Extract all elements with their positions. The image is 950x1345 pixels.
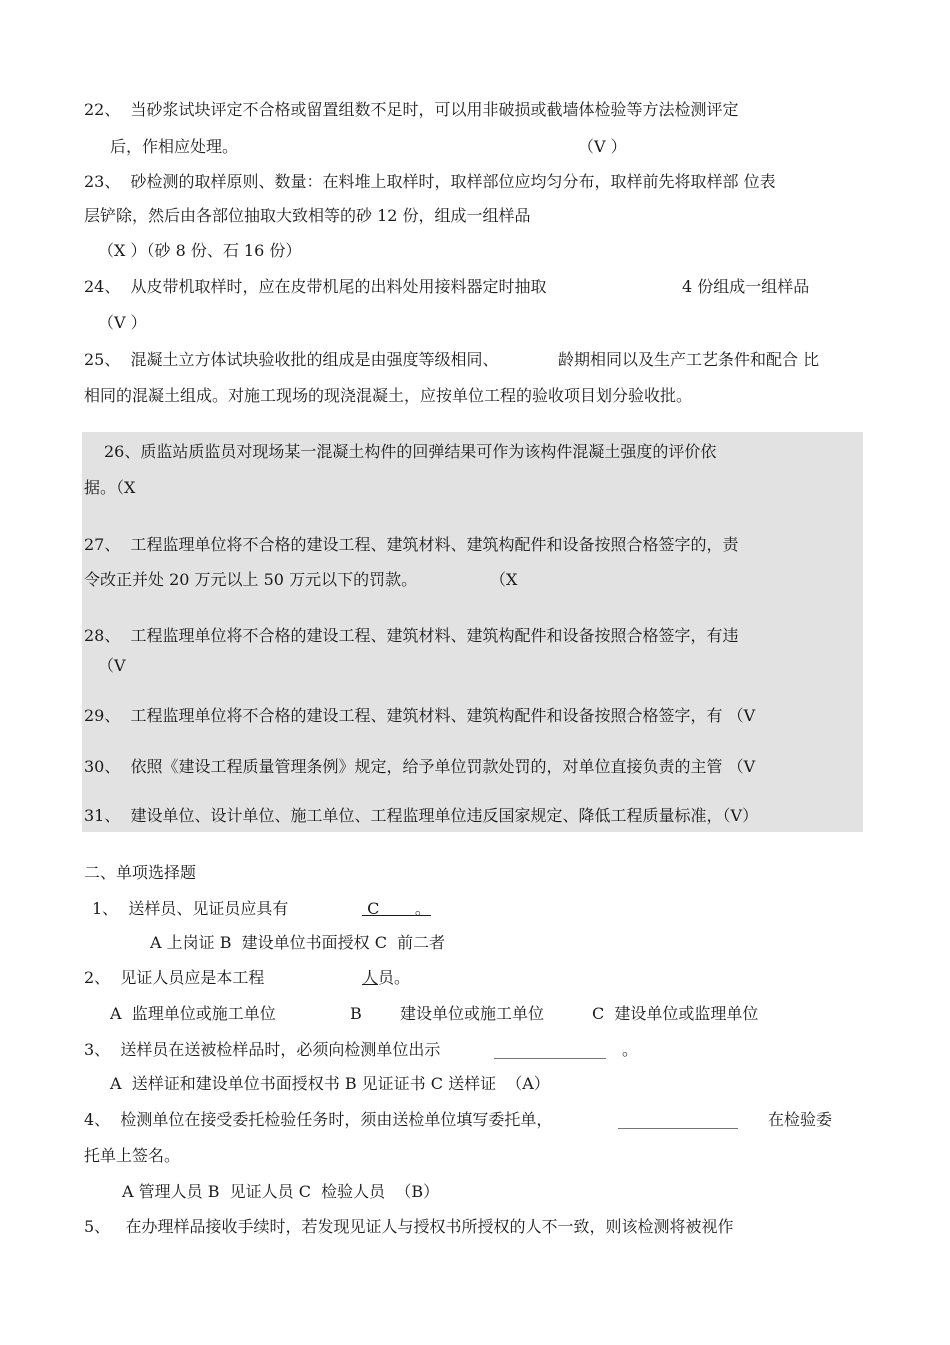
q23-line-2: 层铲除，然后由各部位抽取大致相等的砂 12 份，组成一组样品	[84, 206, 531, 225]
q4-options: A 管理人员 B 见证人员 C 检验人员 （B）	[122, 1182, 440, 1201]
q2-option-b-text: 建设单位或施工单位	[400, 1004, 545, 1023]
q28-line-1: 28、 工程监理单位将不合格的建设工程、建筑材料、建筑构配件和设备按照合格签字，有违	[84, 626, 739, 645]
q3-blank: ______________	[494, 1040, 606, 1059]
q27-line-1: 27、 工程监理单位将不合格的建设工程、建筑材料、建筑构配件和设备按照合格签字的，责	[84, 535, 739, 554]
q25-line-2: 相同的混凝土组成。对施工现场的现浇混凝土，应按单位工程的验收项目划分验收批。	[84, 386, 693, 405]
q28-answer: （V	[98, 656, 126, 675]
q2-tail: 员。	[378, 968, 411, 987]
q3-options: A 送样证和建设单位书面授权书 B 见证证书 C 送样证 （A）	[110, 1074, 550, 1093]
q27-line-2: 令改正并处 20 万元以上 50 万元以下的罚款。	[84, 570, 418, 589]
q31-line: 31、 建设单位、设计单位、施工单位、工程监理单位违反国家规定、降低工程质量标准，（V）	[84, 806, 759, 825]
q3-stem: 3、 送样员在送被检样品时，必须向检测单位出示	[84, 1040, 441, 1059]
q4-line-2: 托单上签名。	[84, 1146, 181, 1165]
q4-stem: 4、 检测单位在接受委托检验任务时，须由送检单位填写委托单，	[84, 1110, 553, 1129]
q26-line-2: 据。（X	[84, 478, 136, 497]
q22-line-1: 22、 当砂浆试块评定不合格或留置组数不足时，可以用非破损或截墙体检验等方法检测评定	[84, 100, 739, 119]
q23-line-3: （X ）（砂 8 份、石 16 份）	[98, 241, 302, 260]
q27-answer: （X	[490, 570, 518, 589]
q2-option-b: B	[350, 1004, 362, 1023]
q2-option-c: C 建设单位或监理单位	[592, 1004, 759, 1023]
q25-line-1b: 龄期相同以及生产工艺条件和配合 比	[558, 350, 820, 369]
q24-answer: （V ）	[98, 313, 147, 332]
q26-line-1: 26、质监站质监员对现场某一混凝土构件的回弹结果可作为该构件混凝土强度的评价依	[104, 442, 717, 461]
q4-tail: 在检验委	[768, 1110, 833, 1129]
q2-answer-blank: 人	[362, 968, 379, 987]
q2-option-a: A 监理单位或施工单位	[110, 1004, 276, 1023]
q29-line: 29、 工程监理单位将不合格的建设工程、建筑材料、建筑构配件和设备按照合格签字，有 （V	[84, 706, 756, 725]
q5-stem: 5、 在办理样品接收手续时，若发现见证人与授权书所授权的人不一致，则该检测将被视作	[84, 1217, 734, 1236]
q1-stem: 1、 送样员、见证员应具有	[92, 899, 289, 918]
q24-line-1b: 4 份组成一组样品	[682, 277, 810, 296]
q1-answer-blank: C 。	[362, 899, 431, 918]
q25-line-1a: 25、 混凝土立方体试块验收批的组成是由强度等级相同、	[84, 350, 499, 369]
section-heading: 二、单项选择题	[84, 863, 197, 882]
q30-line: 30、 依照《建设工程质量管理条例》规定，给予单位罚款处罚的，对单位直接负责的主管 （V	[84, 757, 756, 776]
q24-line-1a: 24、 从皮带机取样时，应在皮带机尾的出料处用接料器定时抽取	[84, 277, 547, 296]
q1-options: A 上岗证 B 建设单位书面授权 C 前二者	[150, 933, 446, 952]
q22-answer: （V ）	[578, 137, 627, 156]
q4-blank: _______________	[618, 1110, 738, 1129]
q23-line-1: 23、 砂检测的取样原则、数量：在料堆上取样时，取样部位应均匀分布，取样前先将取样部 位表	[84, 172, 776, 191]
q22-line-2: 后，作相应处理。	[110, 137, 239, 156]
q3-tail: 。	[622, 1040, 639, 1059]
q2-stem: 2、 见证人员应是本工程	[84, 968, 265, 987]
